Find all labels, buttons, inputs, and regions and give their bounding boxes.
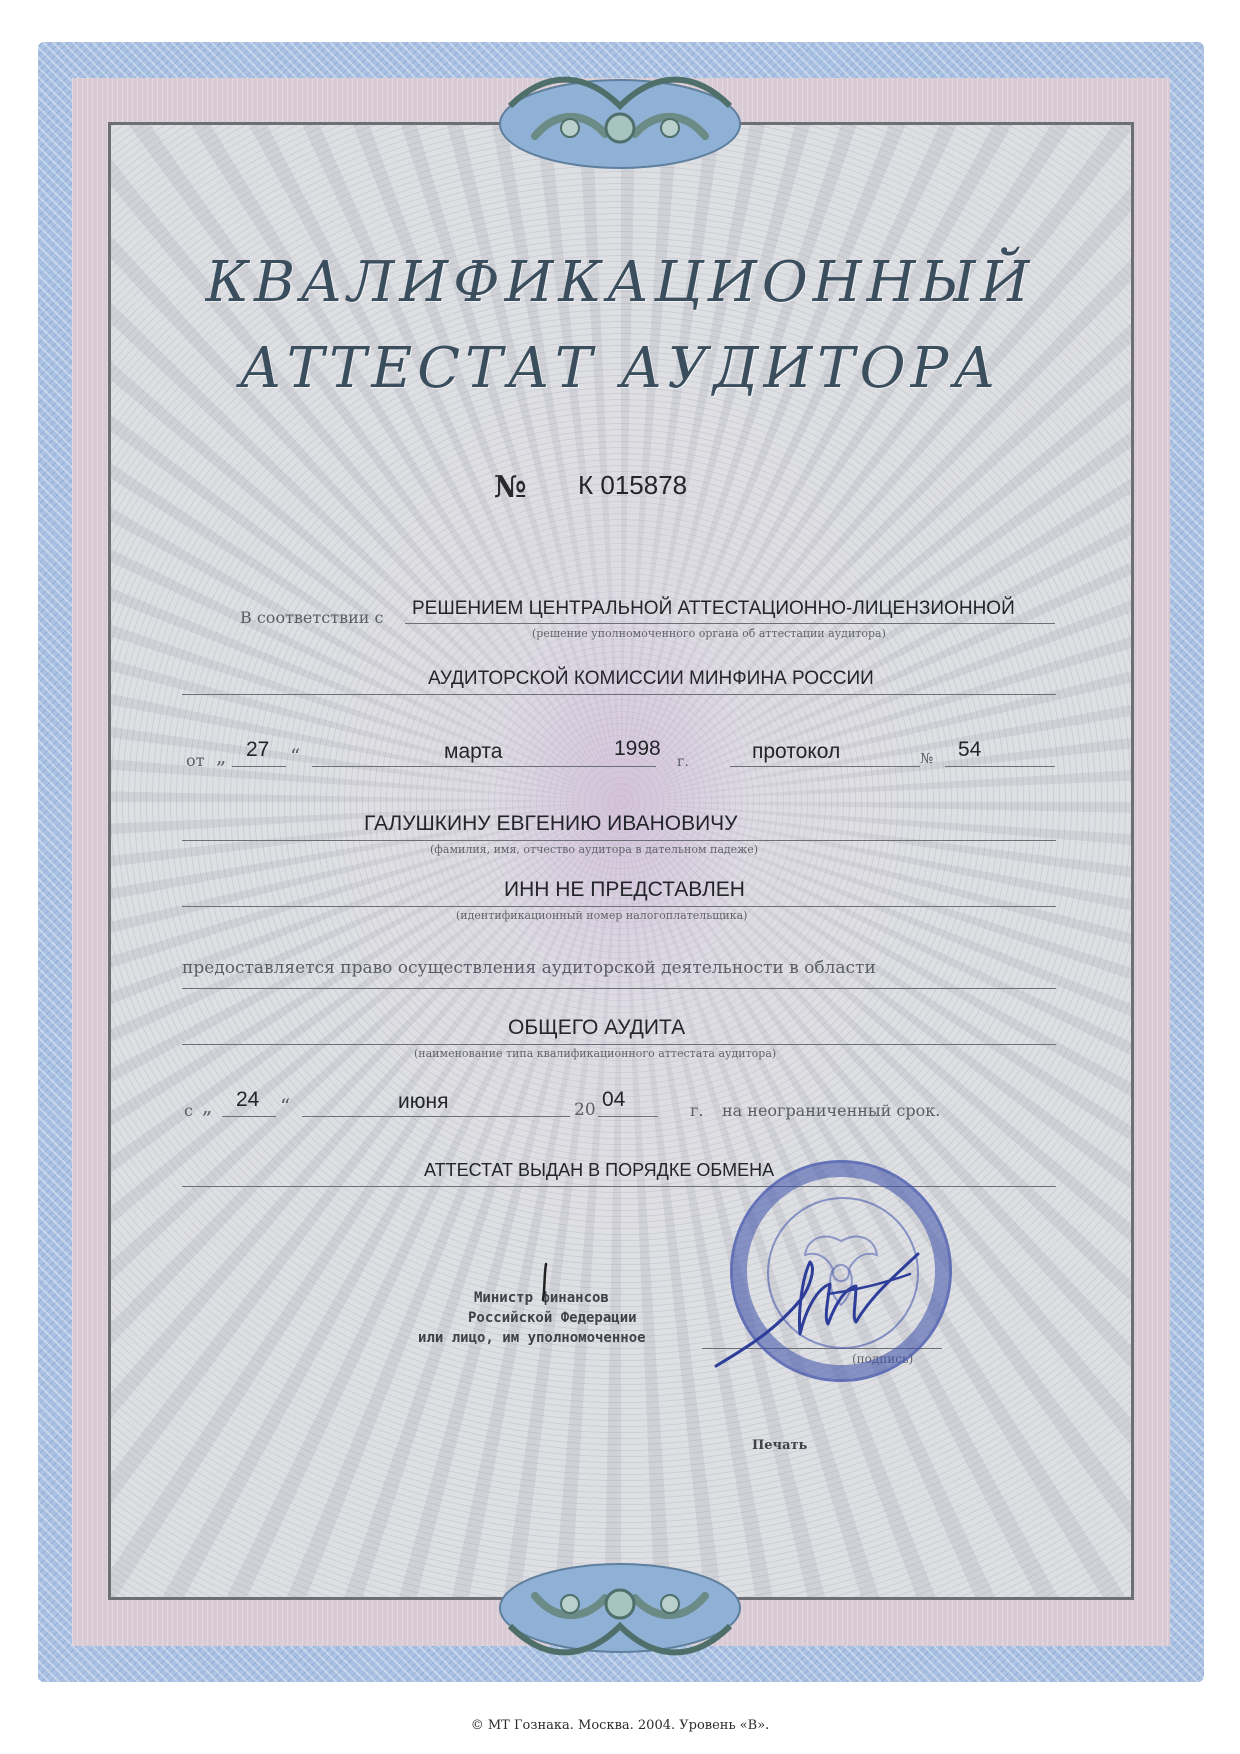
issuer-line-2: Российской Федерации	[468, 1310, 637, 1326]
decision-rule-2	[182, 694, 1056, 695]
seal-label: Печать	[752, 1438, 808, 1453]
signature-icon	[706, 1238, 926, 1378]
name-caption: (фамилия, имя, отчество аудитора в дательном падеже)	[430, 843, 759, 856]
top-ornament-icon	[440, 66, 800, 176]
protocol-number: 54	[958, 738, 982, 761]
bottom-ornament-icon	[440, 1556, 800, 1666]
validity-year-suffix: г.	[690, 1101, 704, 1120]
note-rule	[182, 1186, 1056, 1187]
validity-month-rule	[302, 1116, 570, 1117]
issuer-line-3: или лицо, им уполномоченное	[418, 1330, 646, 1346]
signature-label: (подпись)	[852, 1352, 914, 1366]
decision-line-1: РЕШЕНИЕМ ЦЕНТРАЛЬНОЙ АТТЕСТАЦИОННО-ЛИЦЕНЗИОННОЙ	[412, 598, 1015, 619]
grant-rule	[182, 988, 1056, 989]
date-from-label: от	[186, 751, 205, 770]
issue-note: АТТЕСТАТ ВЫДАН В ПОРЯДКЕ ОБМЕНА	[424, 1160, 775, 1180]
title-line-1: КВАЛИФИКАЦИОННЫЙ	[205, 250, 1035, 315]
validity-quote-close: “	[280, 1094, 291, 1118]
auditor-name: ГАЛУШКИНУ ЕВГЕНИЮ ИВАНОВИЧУ	[364, 812, 738, 835]
protocol-rule	[730, 766, 920, 767]
decision-line-2: АУДИТОРСКОЙ КОМИССИИ МИНФИНА РОССИИ	[428, 668, 874, 689]
decision-rule-1	[405, 623, 1055, 624]
decision-month: марта	[444, 740, 503, 763]
title-line-2: АТТЕСТАТ АУДИТОРА	[239, 336, 1001, 401]
inn-caption: (идентификационный номер налогоплательщика)	[456, 909, 748, 922]
issuer-line-1: Министр финансов	[474, 1290, 609, 1306]
decision-day: 27	[246, 738, 270, 761]
validity-from-label: с	[184, 1101, 193, 1120]
auditor-inn: ИНН НЕ ПРЕДСТАВЛЕН	[504, 878, 745, 901]
day-rule	[232, 766, 286, 767]
number-sign: №	[494, 470, 527, 505]
date-quote-close: “	[290, 744, 301, 768]
validity-day: 24	[236, 1088, 260, 1111]
name-rule	[182, 840, 1056, 841]
decision-caption: (решение уполномоченного органа об аттестации аудитора)	[532, 627, 886, 640]
year-suffix: г.	[677, 754, 689, 770]
validity-month: июня	[398, 1090, 449, 1113]
validity-century: 20	[574, 1100, 596, 1120]
protocol-number-sign: №	[920, 751, 934, 767]
printer-footer: © МТ Гознака. Москва. 2004. Уровень «В».	[470, 1718, 770, 1733]
protocol-label: протокол	[752, 740, 841, 763]
decision-year: 1998	[614, 737, 661, 760]
basis-prefix: В соответствии с	[240, 608, 384, 627]
certificate-number: К 015878	[578, 470, 688, 500]
area-rule	[182, 1044, 1056, 1045]
area-caption: (наименование типа квалификационного аттестата аудитора)	[414, 1047, 777, 1060]
validity-term: на неограниченный срок.	[722, 1101, 941, 1120]
date-quote-open: „	[216, 744, 227, 768]
audit-area: ОБЩЕГО АУДИТА	[508, 1016, 686, 1039]
validity-quote-open: „	[202, 1094, 213, 1118]
ink-mark-icon	[540, 1262, 550, 1302]
validity-year: 04	[602, 1088, 626, 1111]
grant-text: предоставляется право осуществления аудиторской деятельности в области	[182, 958, 876, 978]
month-rule	[312, 766, 656, 767]
validity-day-rule	[222, 1116, 276, 1117]
protocol-number-rule	[945, 766, 1055, 767]
validity-year-rule	[598, 1116, 658, 1117]
inn-rule	[182, 906, 1056, 907]
